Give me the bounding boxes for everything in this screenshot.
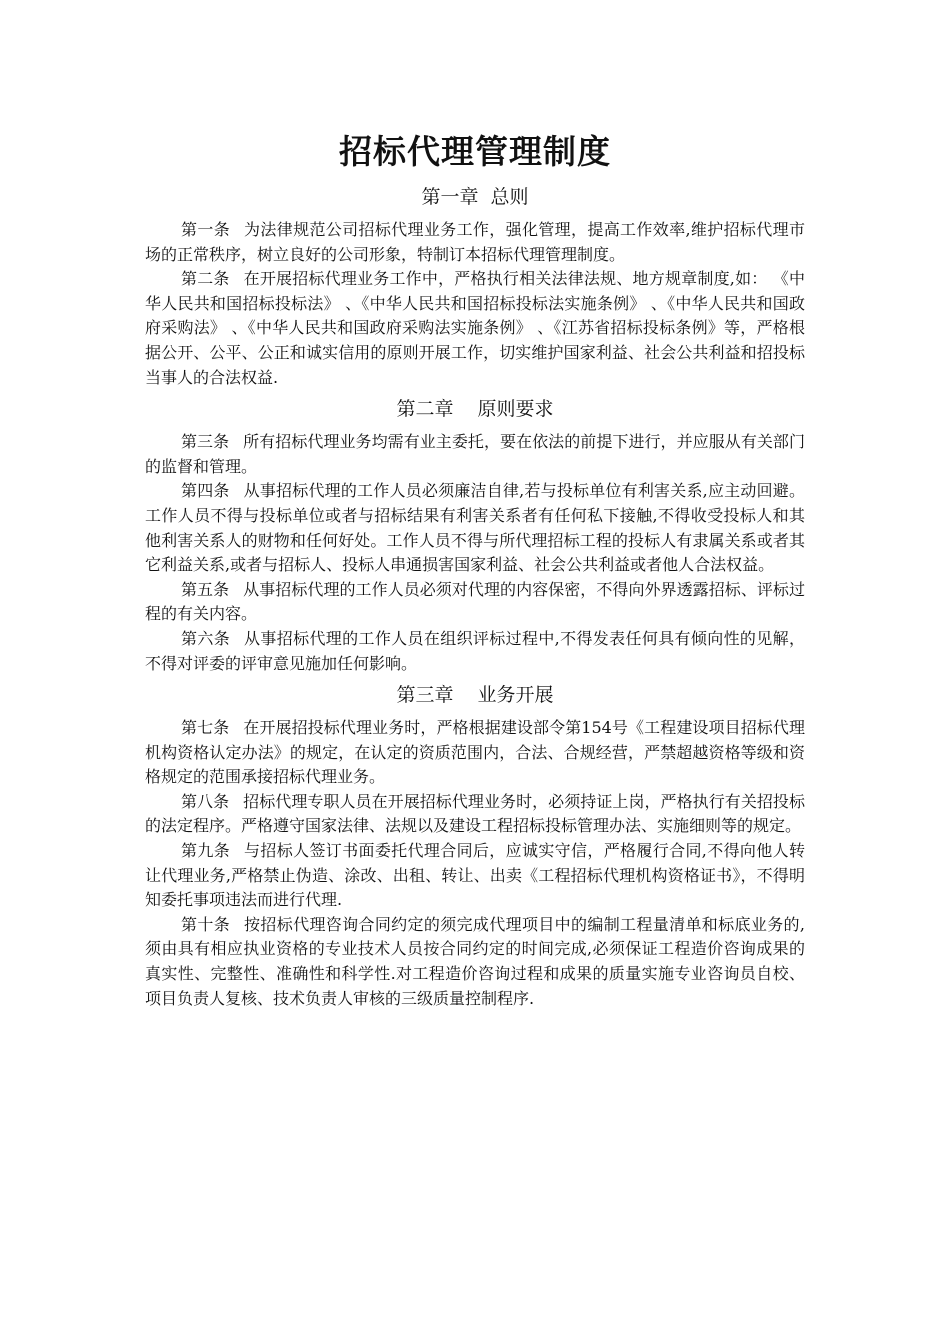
article-text: 为法律规范公司招标代理业务工作，强化管理，提高工作效率,维护招标代理市场的正常秩序，树立良好的公司形象，特制订本招标代理管理制度。 [145,220,805,264]
article-10 [145,913,805,1011]
article-6 [145,627,805,676]
chapter-heading-2 [145,394,805,424]
chapter-name: 原则要求 [477,398,554,421]
chapter-heading-1 [145,182,805,212]
article-text: 所有招标代理业务均需有业主委托，要在依法的前提下进行，并应服从有关部门的监督和管理。 [145,432,805,476]
chapter-number: 第一章 [421,186,479,208]
article-number: 第七条 [181,718,230,738]
article-number: 第八条 [181,791,230,811]
article-text: 从事招标代理的工作人员在组织评标过程中,不得发表任何具有倾向性的见解，不得对评委的评审意见施加任何影响。 [145,628,805,673]
article-text: 从事招标代理的工作人员必须廉洁自律,若与投标单位有利害关系,应主动回避。工作人员不得与投标单位或者与招标结果有利害关系者有任何私下接触,不得收受投标人和其他利害关系人的财物和任何好处。工作人员不得与所代理招标工程的投标人有隶属关系或者其它利益关系,或者与招标人、投标人串通损害国家利益、社会公共利益或者他人合法权益。 [145,481,805,575]
article-number: 第十条 [181,914,231,934]
article-4 [145,479,805,577]
document-page [145,128,805,1011]
article-8 [145,790,805,839]
chapter-number: 第三章 [396,684,454,707]
chapter-name: 业务开展 [477,684,554,707]
chapter-heading-3 [145,680,805,710]
article-text: 招标代理专职人员在开展招标代理业务时，必须持证上岗，严格执行有关招投标的法定程序。严格遵守国家法律、法规以及建设工程招标投标管理办法、实施细则等的规定。 [145,791,805,836]
article-number: 第五条 [181,579,230,599]
article-5 [145,578,805,627]
article-number: 第三条 [181,432,230,452]
article-text: 从事招标代理的工作人员必须对代理的内容保密，不得向外界透露招标、评标过程的有关内容。 [145,579,805,624]
article-9 [145,839,805,913]
article-number: 第一条 [181,220,231,239]
article-text: 在开展招投标代理业务时，严格根据建设部令第154号《工程建设项目招标代理机构资格认定办法》的规定，在认定的资质范围内，合法、合规经营，严禁超越资格等级和资格规定的范围承接招标代理业务。 [145,718,805,787]
article-number: 第六条 [181,628,231,648]
article-3 [145,430,805,479]
article-1 [145,218,805,267]
article-text: 按招标代理咨询合同约定的须完成代理项目中的编制工程量清单和标底业务的,须由具有相应执业资格的专业技术人员按合同约定的时间完成,必须保证工程造价咨询成果的真实性、完整性、准确性和科学性.对工程造价咨询过程和成果的质量实施专业咨询员自校、项目负责人复核、技术负责人审核的三级质量控制程序. [145,914,805,1008]
article-number: 第九条 [181,841,231,861]
article-number: 第二条 [181,269,230,289]
document-title: 招标代理管理制度 [339,132,611,171]
article-7 [145,716,805,790]
article-text: 与招标人签订书面委托代理合同后，应诚实守信，严格履行合同,不得向他人转让代理业务,严格禁止伪造、涂改、出租、转让、出卖《工程招标代理机构资格证书》，不得明知委托事项违法而进行代理. [145,841,805,910]
article-text: 在开展招标代理业务工作中，严格执行相关法律法规、地方规章制度,如： 《中华人民共和国招标投标法》 、《中华人民共和国招标投标法实施条例》 、《中华人民共和国政府采购法》 、《中华人民共和国政府采购法实施条例》 、《江苏省招标投标条例》等，严格根据公开、公平、公正和诚实信用的原则开展工作，切实维护国家利益、社会公共利益和招投标当事人的合法权益. [145,269,805,387]
article-2 [145,267,805,390]
chapter-number: 第二章 [396,398,454,421]
chapter-name: 总则 [490,186,529,208]
article-number: 第四条 [181,481,230,501]
